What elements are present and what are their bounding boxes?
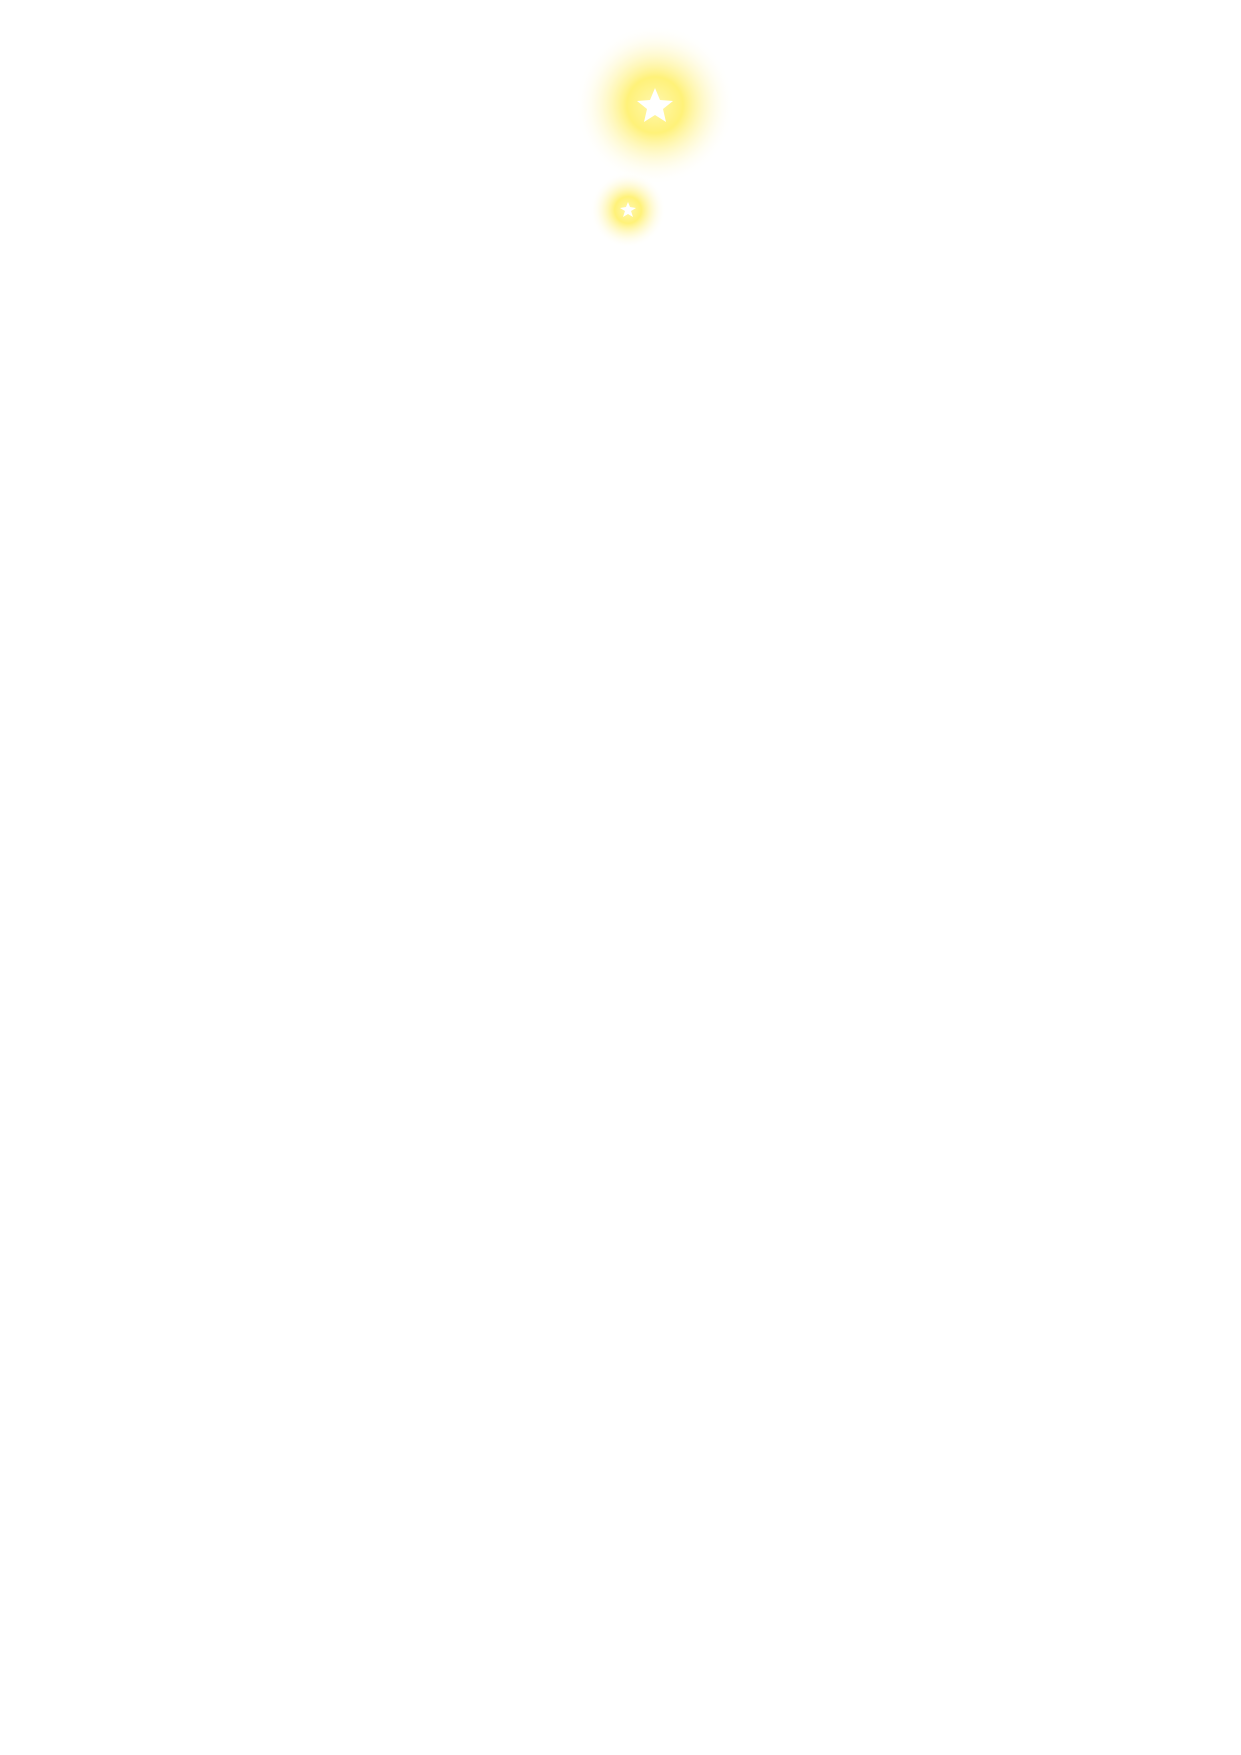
spacer [191, 396, 1121, 440]
profile-title-graphic [150, 20, 850, 280]
profile-content [191, 330, 1121, 572]
spacer [191, 352, 1121, 396]
spacer [191, 484, 1121, 528]
spacer [191, 528, 1121, 572]
profile-header [150, 20, 850, 280]
spacer [191, 440, 1121, 484]
